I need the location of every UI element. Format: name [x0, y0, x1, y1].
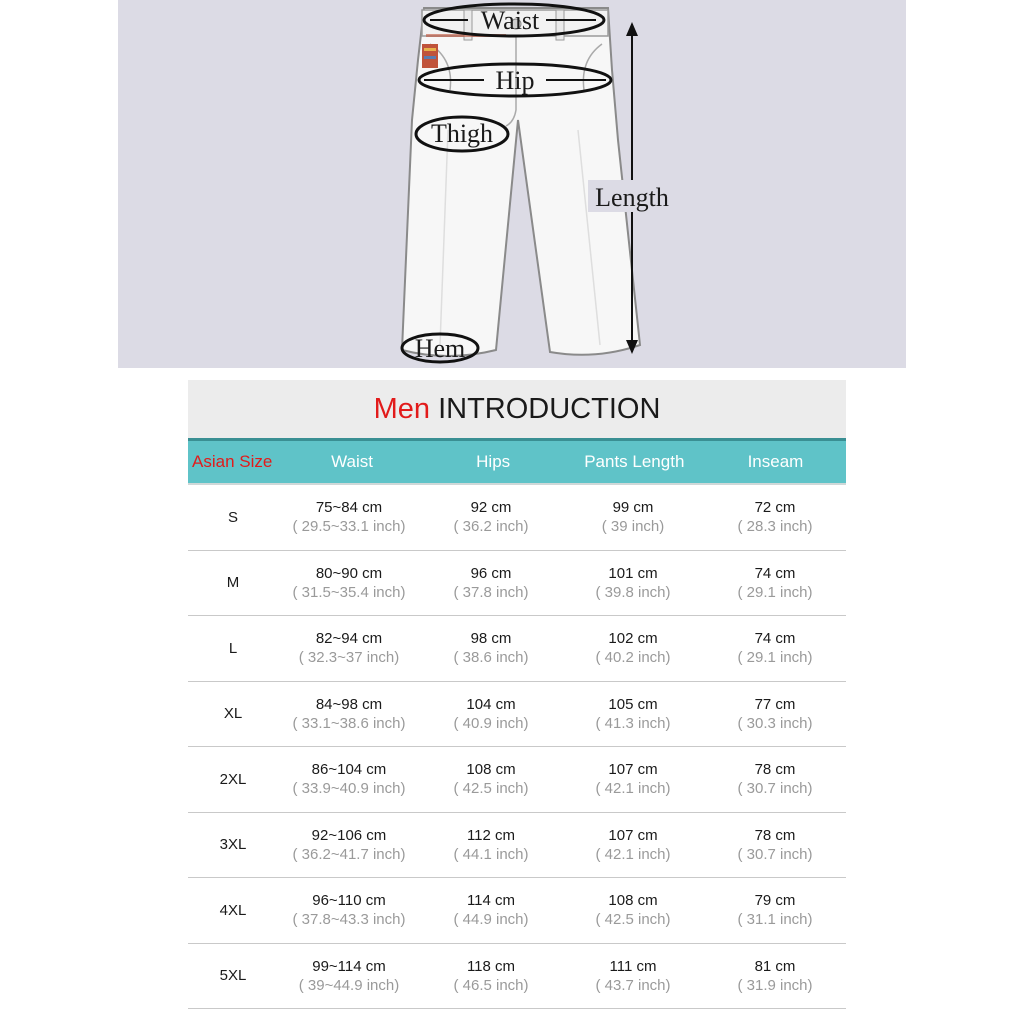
size-cell: 4XL — [219, 901, 247, 919]
title-main: INTRODUCTION — [438, 393, 661, 425]
size-cell: 2XL — [219, 770, 247, 788]
length-cell: 108 cm ( 42.5 inch) — [595, 892, 671, 929]
table-row — [188, 878, 846, 944]
hips-cell: 98 cm ( 38.6 inch) — [453, 630, 529, 667]
length-cell: 99 cm ( 39 inch) — [601, 499, 665, 536]
size-cell: S — [227, 508, 238, 526]
table-row — [188, 682, 846, 748]
inseam-cell: 74 cm ( 29.1 inch) — [737, 630, 813, 667]
hem-label: Hem — [414, 334, 466, 363]
waist-cell: 80~90 cm ( 31.5~35.4 inch) — [292, 564, 406, 601]
inseam-cell: 78 cm ( 30.7 inch) — [737, 761, 813, 798]
table-row — [188, 485, 846, 551]
length-label: Length — [595, 183, 669, 212]
hip-label: Hip — [495, 66, 535, 95]
header-hips: Hips — [476, 452, 511, 471]
inseam-cell: 72 cm ( 28.3 inch) — [737, 499, 813, 536]
table-row — [188, 616, 846, 682]
hips-cell: 112 cm ( 44.1 inch) — [453, 826, 529, 863]
size-chart — [188, 380, 846, 1009]
length-cell: 105 cm ( 41.3 inch) — [595, 695, 671, 732]
inseam-cell: 79 cm ( 31.1 inch) — [737, 892, 813, 929]
size-cell: 3XL — [219, 836, 247, 854]
length-cell: 111 cm ( 43.7 inch) — [595, 957, 671, 994]
length-cell: 102 cm ( 40.2 inch) — [595, 630, 671, 667]
inseam-cell: 78 cm ( 30.7 inch) — [737, 826, 813, 863]
table-row — [188, 747, 846, 813]
waist-cell: 82~94 cm ( 32.3~37 inch) — [298, 630, 400, 667]
table-body — [188, 485, 846, 1009]
waist-cell: 96~110 cm ( 37.8~43.3 inch) — [292, 892, 406, 929]
waist-cell: 84~98 cm ( 33.1~38.6 inch) — [292, 695, 406, 732]
hips-cell: 114 cm ( 44.9 inch) — [453, 892, 529, 929]
header-length: Pants Length — [584, 452, 685, 471]
size-cell: M — [226, 574, 240, 592]
waist-cell: 92~106 cm ( 36.2~41.7 inch) — [292, 826, 406, 863]
length-cell: 107 cm ( 42.1 inch) — [595, 826, 671, 863]
hips-cell: 92 cm ( 36.2 inch) — [453, 499, 529, 536]
title-accent: Men — [373, 393, 431, 425]
inseam-cell: 77 cm ( 30.3 inch) — [737, 695, 813, 732]
table-header — [188, 441, 846, 485]
pants-measurement-diagram — [118, 0, 906, 368]
size-cell: L — [228, 639, 238, 657]
waist-cell: 75~84 cm ( 29.5~33.1 inch) — [292, 499, 406, 536]
waist-cell: 99~114 cm ( 39~44.9 inch) — [298, 957, 400, 994]
length-cell: 107 cm ( 42.1 inch) — [595, 761, 671, 798]
table-row — [188, 551, 846, 617]
hips-cell: 104 cm ( 40.9 inch) — [453, 695, 529, 732]
hips-cell: 96 cm ( 37.8 inch) — [453, 564, 529, 601]
inseam-cell: 74 cm ( 29.1 inch) — [737, 564, 813, 601]
hips-cell: 108 cm ( 42.5 inch) — [453, 761, 529, 798]
table-row — [188, 813, 846, 879]
length-cell: 101 cm ( 39.8 inch) — [595, 564, 671, 601]
header-size: Asian Size — [192, 452, 273, 471]
inseam-cell: 81 cm ( 31.9 inch) — [737, 957, 813, 994]
size-chart-title — [188, 380, 846, 438]
pants-illustration — [118, 0, 906, 368]
hips-cell: 118 cm ( 46.5 inch) — [453, 957, 529, 994]
waist-cell: 86~104 cm ( 33.9~40.9 inch) — [292, 761, 406, 798]
size-cell: XL — [223, 705, 243, 723]
size-cell: 5XL — [219, 967, 247, 985]
waist-label: Waist — [480, 6, 540, 35]
thigh-label: Thigh — [430, 119, 494, 148]
header-waist: Waist — [331, 452, 373, 471]
header-inseam: Inseam — [747, 452, 804, 471]
table-row — [188, 944, 846, 1010]
